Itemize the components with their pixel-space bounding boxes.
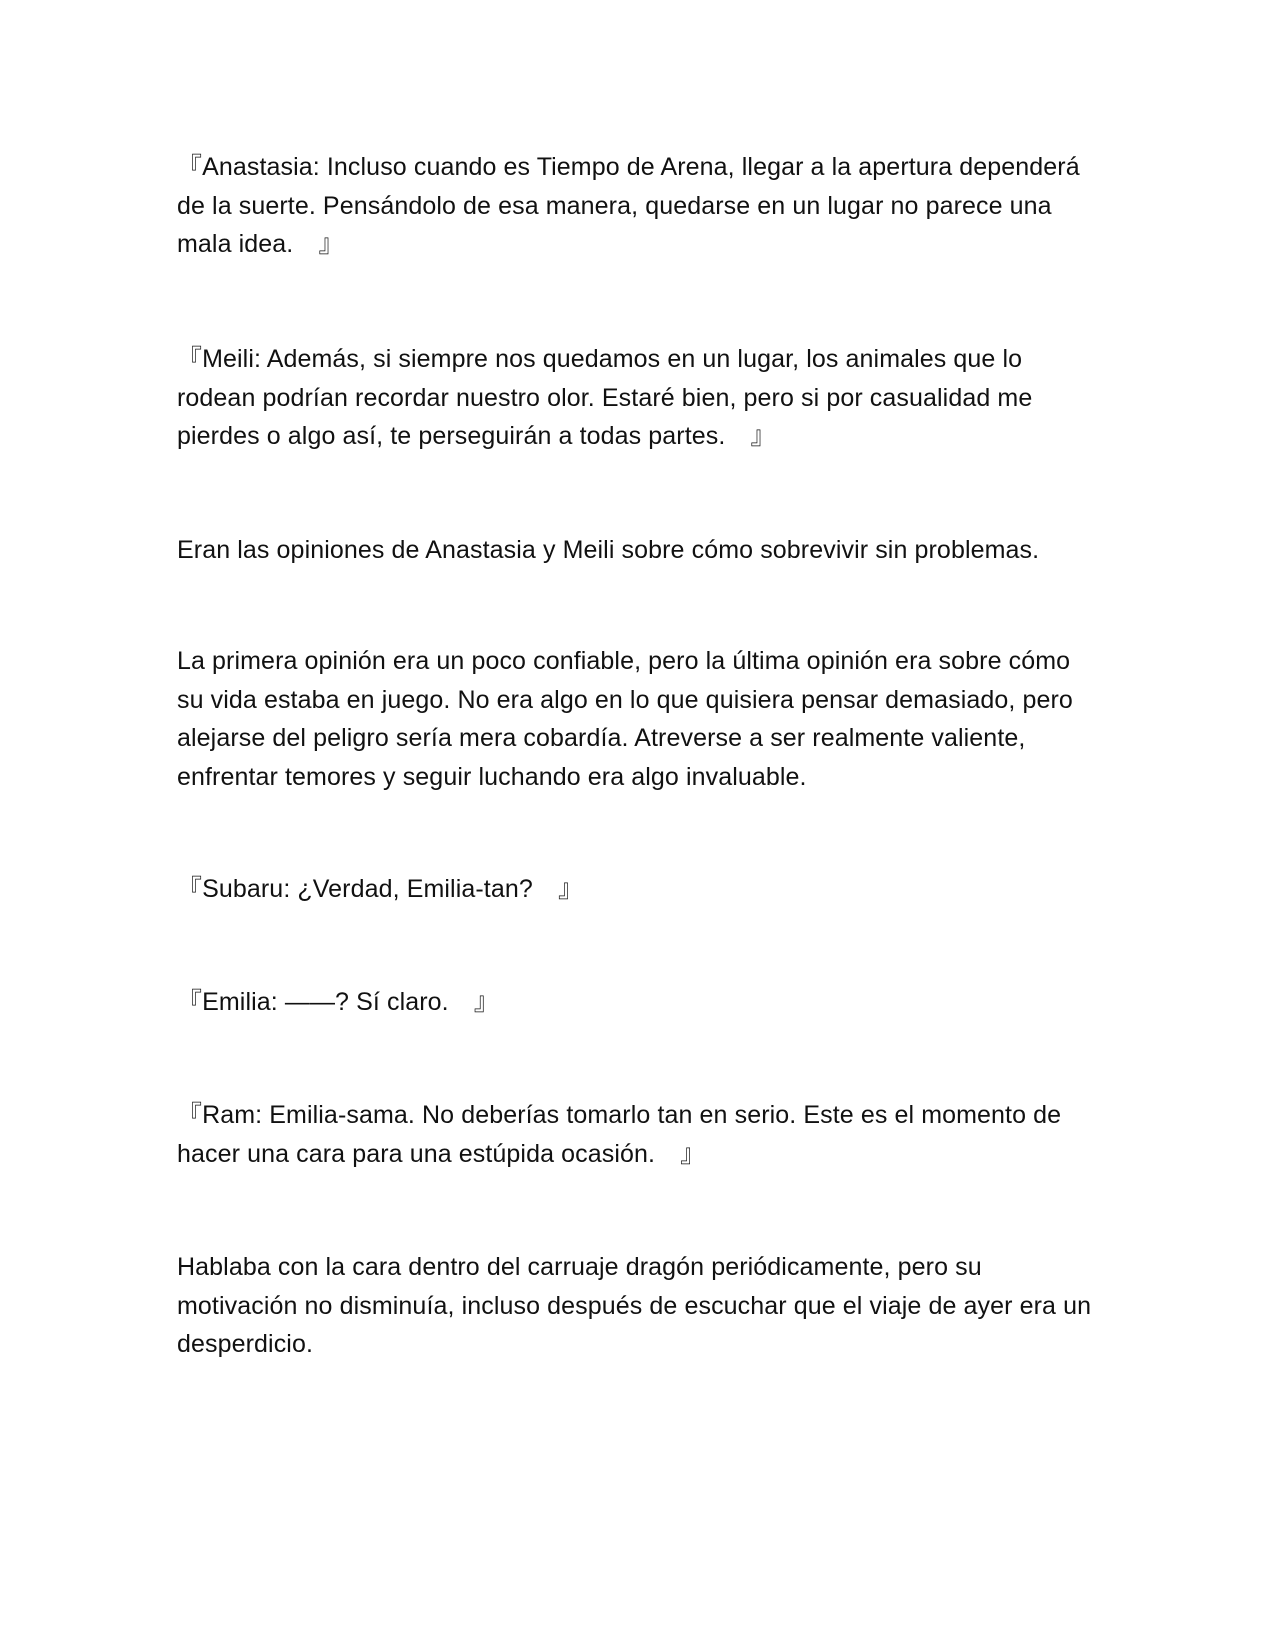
dialogue-ram: 『Ram: Emilia-sama. No deberías tomarlo tan en serio. Este es el momento de hacer una cara para una estúpida ocasión. 』 xyxy=(177,1101,1062,1168)
narration-paragraph: Hablaba con la cara dentro del carruaje dragón periódicamente, pero su motivación no disminuía, incluso después de escuchar que el viaje de ayer era un desperdicio. xyxy=(177,1253,1092,1358)
dialogue-emilia: 『Emilia: ——? Sí claro. 』 xyxy=(177,988,499,1016)
narration-paragraph: La primera opinión era un poco confiable, pero la última opinión era sobre cómo su vida estaba en juego. No era algo en lo que quisiera pensar demasiado, pero alejarse del peligro sería mera cobardía. Atreverse a ser realmente valiente, enfrentar temores y seguir luchando era algo invaluable. xyxy=(177,647,1073,791)
dialogue-subaru: 『Subaru: ¿Verdad, Emilia-tan? 』 xyxy=(177,875,584,903)
dialogue-anastasia: 『Anastasia: Incluso cuando es Tiempo de Arena, llegar a la apertura dependerá de la suerte. Pensándolo de esa manera, quedarse en un lugar no parece una mala idea. 』 xyxy=(177,153,1080,258)
narration-paragraph: Eran las opiniones de Anastasia y Meili sobre cómo sobrevivir sin problemas. xyxy=(177,536,1040,564)
dialogue-meili: 『Meili: Además, si siempre nos quedamos en un lugar, los animales que lo rodean podrían recordar nuestro olor. Estaré bien, pero si por casualidad me pierdes o algo así, te perseguirán a todas partes. 』 xyxy=(177,345,1033,450)
